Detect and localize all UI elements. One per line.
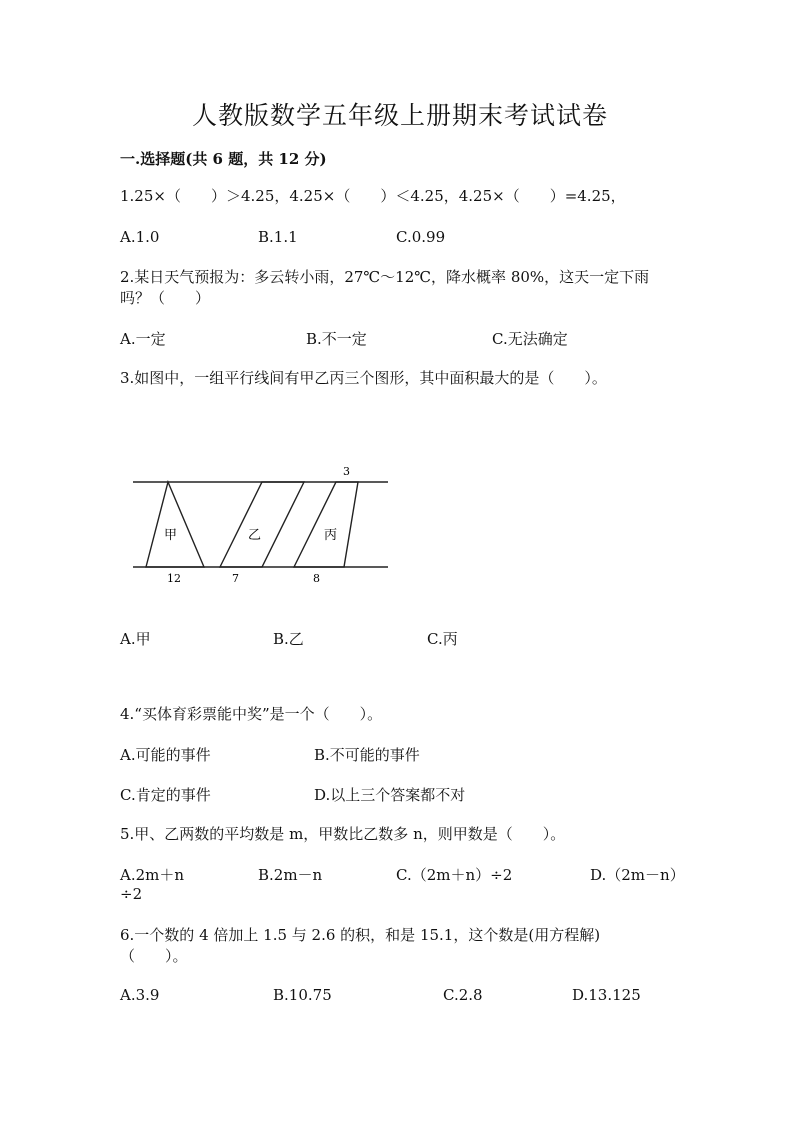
- shape-jia: [146, 482, 204, 567]
- q5-option-d: D.（2m－n）: [590, 866, 685, 884]
- page-title: 人教版数学五年级上册期末考试试卷: [191, 101, 608, 130]
- q2-option-a: A.一定: [120, 330, 166, 348]
- q5-option-c: C.（2m＋n）÷2: [396, 866, 513, 884]
- q2-option-c: C.无法确定: [492, 330, 568, 348]
- label-bing: 丙: [324, 528, 338, 543]
- length-base-yi: 7: [232, 572, 239, 585]
- length-top-bing: 3: [343, 465, 350, 478]
- question-3: 3.如图中，一组平行线间有甲乙丙三个图形，其中面积最大的是（ ）。: [120, 369, 607, 387]
- q4-option-a: A.可能的事件: [120, 746, 211, 764]
- q1-option-c: C.0.99: [396, 228, 446, 246]
- q6-option-a: A.3.9: [120, 986, 160, 1004]
- q1-option-a: A.1.0: [120, 228, 160, 246]
- question-5: 5.甲、乙两数的平均数是 m，甲数比乙数多 n，则甲数是（ ）。: [120, 825, 566, 843]
- shape-yi: [220, 482, 304, 567]
- question-6-line-2: （ ）。: [120, 947, 188, 965]
- q4-option-d: D.以上三个答案都不对: [314, 786, 466, 804]
- q3-option-b: B.乙: [273, 630, 304, 648]
- question-2-line-1: 2.某日天气预报为：多云转小雨，27℃～12℃，降水概率 80%，这天一定下雨: [120, 268, 650, 286]
- question-1: 1.25×（ ）＞4.25，4.25×（ ）＜4.25，4.25×（ ）=4.25，: [120, 187, 626, 205]
- q5-option-a: A.2m＋n: [120, 866, 185, 884]
- q6-option-c: C.2.8: [443, 986, 483, 1004]
- question-2-line-2: 吗？（ ）: [120, 289, 211, 307]
- q5-option-d-wrap: ÷2: [120, 885, 143, 903]
- q6-option-d: D.13.125: [572, 986, 641, 1004]
- label-jia: 甲: [164, 528, 178, 543]
- q4-option-b: B.不可能的事件: [314, 746, 420, 764]
- q2-option-b: B.不一定: [306, 330, 367, 348]
- shape-bing: [294, 482, 358, 567]
- length-base-bing: 8: [313, 572, 320, 585]
- parallel-lines-figure: [128, 460, 398, 590]
- q3-option-c: C.丙: [427, 630, 458, 648]
- q4-option-c: C.肯定的事件: [120, 786, 211, 804]
- length-base-jia: 12: [167, 572, 181, 585]
- section-heading: 一.选择题(共 6 题，共 12 分): [120, 150, 327, 168]
- question-6-line-1: 6.一个数的 4 倍加上 1.5 与 2.6 的积，和是 15.1，这个数是(用方程解): [120, 926, 601, 944]
- question-4: 4.“买体育彩票能中奖”是一个（ ）。: [120, 705, 383, 723]
- q5-option-b: B.2m－n: [258, 866, 323, 884]
- q3-option-a: A.甲: [120, 630, 151, 648]
- q6-option-b: B.10.75: [273, 986, 332, 1004]
- q1-option-b: B.1.1: [258, 228, 298, 246]
- label-yi: 乙: [248, 528, 262, 543]
